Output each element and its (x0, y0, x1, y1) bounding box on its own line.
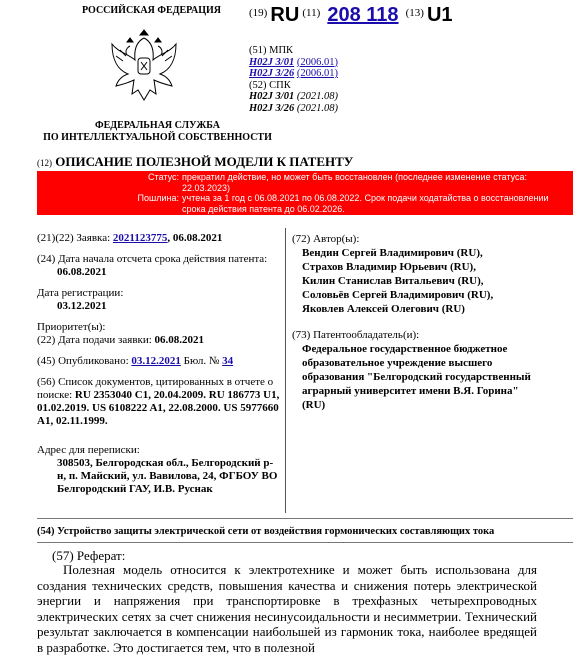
code-11: (11) (302, 7, 321, 19)
cited-documents: RU 2353040 C1, 20.04.2009. RU 186773 U1, 01.02.2019. US 6108222 A1, 22.08.2000. US 5977660 A1, 02.11.1999. (37, 389, 280, 427)
cited-documents-label: (56) Список документов, цитированных в отчете о поиске: (37, 376, 274, 401)
title-code: (12) (37, 158, 52, 168)
term-start-date: 06.08.2021 (57, 266, 107, 278)
priority-label: Приоритет(ы): (37, 321, 106, 333)
address-label: Адрес для переписки: (37, 444, 140, 456)
double-headed-eagle-emblem-icon (108, 24, 180, 108)
status-label: Статус: (148, 172, 179, 182)
bibliographic-left-column (37, 232, 282, 504)
mpk-code-link[interactable]: H02J 3/26 (249, 68, 295, 79)
spk-label: (52) СПК (249, 79, 291, 91)
fee-label: Пошлина: (137, 193, 179, 203)
patent-number-block (249, 4, 453, 27)
priority-line-label: (22) Дата подачи заявки: (37, 334, 152, 346)
status-value: прекратил действие, но может быть восстановлен (последнее изменение статуса: 22.03.2023) (182, 172, 528, 193)
published-label: (45) Опубликовано: (37, 355, 129, 367)
mpk-date-link[interactable]: (2006.01) (296, 56, 338, 68)
agency-line2: ПО ИНТЕЛЛЕКТУАЛЬНОЙ СОБСТВЕННОСТИ (43, 132, 272, 143)
title-text: ОПИСАНИЕ ПОЛЕЗНОЙ МОДЕЛИ К ПАТЕНТУ (55, 154, 354, 169)
term-start-label: (24) Дата начала отсчета срока действия патента: (37, 253, 268, 265)
kind-code: U1 (426, 4, 453, 26)
author-item: Яковлев Алексей Олегович (RU) (302, 303, 465, 315)
bibliographic-right-column (292, 232, 552, 412)
utility-model-title: (54) Устройство защиты электрической сети от воздействия гормонических составляющих тока (37, 526, 495, 537)
spk-code: H02J 3/01 (249, 91, 295, 102)
separator-line (37, 518, 573, 519)
fee-value: учтена за 1 год с 06.08.2021 по 06.08.2022. Срок подачи ходатайства о восстановлении срока действия патента до 06.02.2026. (182, 193, 549, 214)
spk-date: (2021.08) (296, 102, 338, 114)
author-item: Вендин Сергей Владимирович (RU), (302, 247, 483, 259)
address-text: 308503, Белгородская обл., Белгородский р-н, п. Майский, ул. Вавилова, 24, ФГБОУ ВО Белгородский ГАУ, И.В. Руснак (57, 457, 278, 495)
spk-code: H02J 3/26 (249, 102, 295, 114)
registration-label: Дата регистрации: (37, 287, 124, 299)
author-item: Килин Станислав Витальевич (RU), (302, 275, 484, 287)
application-label: (21)(22) Заявка: (37, 232, 111, 244)
spk-date: (2021.08) (296, 91, 338, 102)
agency-line1: ФЕДЕРАЛЬНАЯ СЛУЖБА (95, 120, 220, 131)
document-title (37, 154, 353, 170)
bulletin-label: Бюл. № (183, 355, 220, 367)
owner-label: (73) Патентообладатель(и): (292, 329, 420, 341)
federation-label: РОССИЙСКАЯ ФЕДЕРАЦИЯ (82, 5, 222, 16)
registration-date: 03.12.2021 (57, 300, 107, 312)
column-divider (285, 228, 286, 513)
authors-label: (72) Автор(ы): (292, 233, 360, 245)
author-item: Страхов Владимир Юрьевич (RU), (302, 261, 476, 273)
application-date: , 06.08.2021 (167, 232, 223, 244)
owner-text: Федеральное государственное бюджетное образовательное учреждение высшего образования "Белгородский государственный аграрный университет имени В.Я. Горина" (RU) (302, 343, 531, 411)
mpk-date-link[interactable]: (2006.01) (296, 68, 338, 79)
abstract-text: Полезная модель относится к электротехнике и может быть использована для создания технических средств, повышения качества и снижения потерь электрической энергии и напряжения при транспортировке в трехфазных четырехпроводных электрических сетях за счет снижения несинусоидальности и несимметрии. Технический результат заключается в компенсации наибольшей из гармоник тока, наиболее вредящей в разработке. Это достигается тем, что в полезной (37, 562, 537, 655)
application-number-link[interactable]: 2021123775 (112, 232, 168, 244)
authors-list (292, 246, 552, 316)
status-banner (37, 171, 573, 215)
mpk-label: (51) МПК (249, 45, 294, 56)
classification-block (249, 45, 338, 114)
author-item: Соловьёв Сергей Владимирович (RU), (302, 289, 494, 301)
priority-date: 06.08.2021 (154, 334, 205, 346)
patent-number-link[interactable]: 208 118 (327, 4, 399, 26)
abstract-heading: (57) Реферат: (52, 548, 126, 563)
code-13: (13) (405, 7, 424, 19)
country-code: RU (270, 4, 300, 26)
agency-block (35, 120, 280, 144)
separator-line (37, 542, 573, 543)
bulletin-number-link[interactable]: 34 (222, 355, 234, 367)
code-19: (19) (249, 7, 268, 19)
mpk-code-link[interactable]: H02J 3/01 (249, 56, 295, 68)
published-date-link[interactable]: 03.12.2021 (131, 355, 181, 367)
